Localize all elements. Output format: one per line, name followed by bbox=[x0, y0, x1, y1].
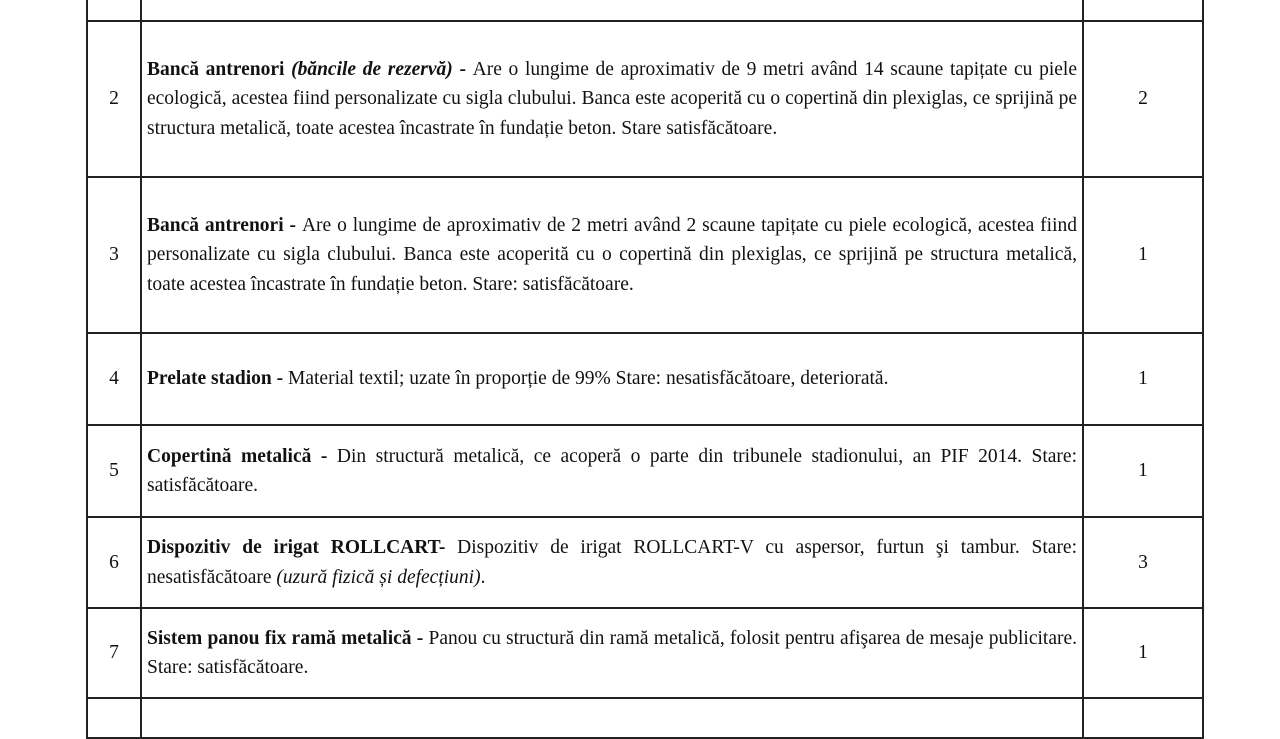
table-row bbox=[87, 21, 1203, 177]
quantity-cell bbox=[1083, 0, 1203, 21]
row-description bbox=[141, 177, 1083, 333]
item-title-separator: - bbox=[283, 214, 302, 236]
row-description bbox=[141, 425, 1083, 517]
item-title: Sistem panou fix ramă metalică bbox=[147, 627, 412, 649]
table-row bbox=[87, 608, 1203, 698]
row-description bbox=[141, 333, 1083, 425]
description-cell bbox=[141, 0, 1083, 21]
item-text-italic: (uzură fizică și defecțiuni) bbox=[276, 566, 481, 588]
table-row bbox=[87, 425, 1203, 517]
item-title-separator: - bbox=[411, 627, 429, 649]
row-quantity: 1 bbox=[1083, 177, 1203, 333]
row-number: 4 bbox=[87, 333, 141, 425]
item-title-italic: (băncile de rezervă) bbox=[284, 58, 453, 80]
quantity-cell bbox=[1083, 698, 1203, 738]
item-title: Copertină metalică bbox=[147, 445, 312, 467]
item-title-separator: - bbox=[311, 445, 337, 467]
row-description bbox=[141, 608, 1083, 698]
item-title: Prelate stadion bbox=[147, 368, 272, 390]
row-number: 6 bbox=[87, 517, 141, 608]
table-row bbox=[87, 333, 1203, 425]
row-number-cell bbox=[87, 0, 141, 21]
table-row-partial-bottom bbox=[87, 698, 1203, 738]
row-description bbox=[141, 21, 1083, 177]
item-text: Panou cu structură din ramă metalică, folosit pentru afişarea de mesaje publicitare. Stare: satisfăcătoare. bbox=[147, 627, 1078, 678]
description-cell bbox=[141, 698, 1083, 738]
item-text: Are o lungime de aproximativ de 9 metri având 14 scaune tapițate cu piele ecologică, acestea fiind personalizate cu sigla clubului. Banca este acoperită cu o copertină din plexiglas, ce sprijină pe structura metalică, toate acestea încastrate în fundație beton. Stare satisfăcătoare. bbox=[147, 58, 1077, 139]
row-number: 3 bbox=[87, 177, 141, 333]
table-row-partial-top bbox=[87, 0, 1203, 21]
item-title-separator bbox=[445, 537, 457, 558]
row-quantity: 1 bbox=[1083, 333, 1203, 425]
item-title: Bancă antrenori bbox=[147, 58, 285, 80]
row-quantity: 3 bbox=[1083, 517, 1203, 608]
row-number-cell bbox=[87, 698, 141, 738]
item-title: Bancă antrenori bbox=[147, 214, 284, 236]
item-title-separator: - bbox=[271, 368, 289, 390]
row-description bbox=[141, 517, 1083, 608]
item-text-end: . bbox=[480, 566, 486, 588]
item-text: Dispozitiv de irigat ROLLCART-V cu aspersor, furtun şi tambur. Stare: nesatisfăcătoare bbox=[147, 537, 1078, 588]
row-number: 7 bbox=[87, 608, 141, 698]
row-number: 5 bbox=[87, 425, 141, 517]
row-quantity: 2 bbox=[1083, 21, 1203, 177]
item-title-separator: - bbox=[452, 58, 473, 80]
row-number: 2 bbox=[87, 21, 141, 177]
item-title: Dispozitiv de irigat ROLLCART- bbox=[147, 537, 446, 558]
row-quantity: 1 bbox=[1083, 608, 1203, 698]
table-row bbox=[87, 517, 1203, 608]
table-row bbox=[87, 177, 1203, 333]
item-text: Din structură metalică, ce acoperă o parte din tribunele stadionului, an PIF 2014. Stare: satisfăcătoare. bbox=[147, 445, 1077, 496]
inventory-table bbox=[86, 0, 1204, 739]
row-quantity: 1 bbox=[1083, 425, 1203, 517]
item-text: Are o lungime de aproximativ de 2 metri având 2 scaune tapițate cu piele ecologică, acestea fiind personalizate cu sigla clubului. Banca este acoperită cu o copertină din plexiglas, ce sprijină pe structura metalică, toate acestea încastrate în fundație beton. Stare: satisfăcătoare. bbox=[147, 214, 1077, 295]
item-text: Material textil; uzate în proporție de 99% Stare: nesatisfăcătoare, deteriorată. bbox=[288, 368, 889, 390]
